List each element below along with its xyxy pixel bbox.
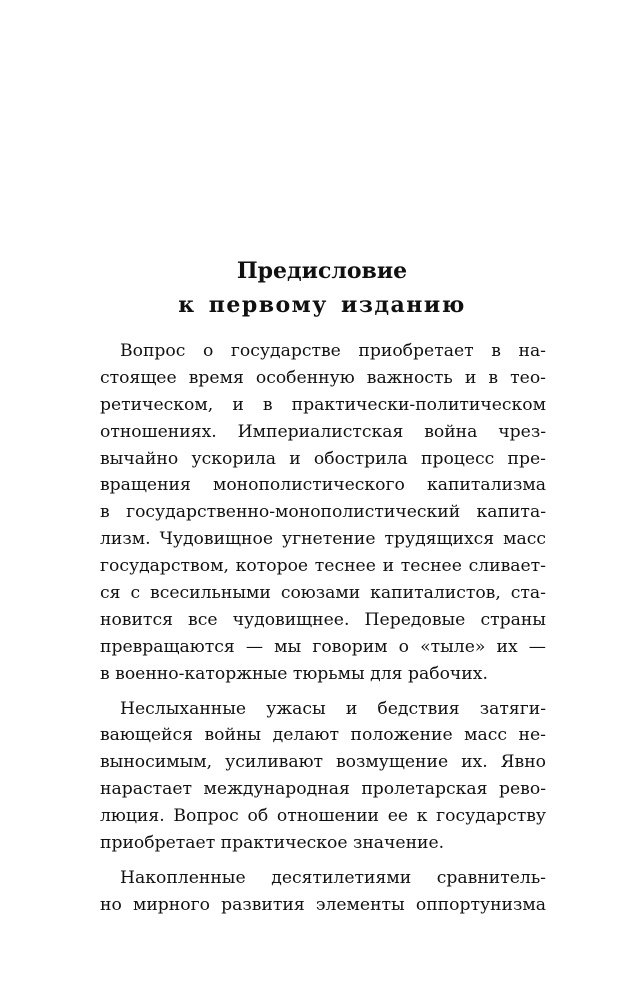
chapter-title: Предисловие: [236, 258, 408, 284]
text-line: вычайно ускорила и обострила процесс пре-: [100, 448, 546, 469]
text-line: стоящее время особенную важность и в тео-: [100, 367, 546, 388]
paragraph: [100, 696, 546, 857]
text-line: ретическом, и в практически-политическом: [100, 394, 546, 415]
text-line: Накопленные десятилетиями сравнитель-: [120, 867, 546, 888]
text-line: в государственно-монополистический капита-: [100, 502, 546, 523]
text-line: выносимым, усиливают возмущение их. Явно: [100, 752, 546, 773]
text-line: отношениях. Империалистская война чрез-: [100, 421, 546, 442]
paragraph: [100, 338, 546, 688]
chapter-subtitle: к первому изданию: [178, 292, 466, 318]
text-line: вращения монополистического капитализма: [100, 475, 546, 496]
text-line: Неслыханные ужасы и бедствия затяги-: [120, 698, 546, 719]
paragraph-gap: [100, 857, 546, 865]
text-line: лизм. Чудовищное угнетение трудящихся масс: [100, 529, 546, 550]
chapter-heading: [0, 254, 644, 322]
paragraph: [100, 865, 546, 919]
text-line: в военно-каторжные тюрьмы для рабочих.: [100, 663, 488, 684]
text-line: Вопрос о государстве приобретает в на-: [120, 341, 546, 361]
text-line: вающейся войны делают положение масс не-: [100, 725, 546, 746]
text-line: превращаются — мы говорим о «тыле» их —: [100, 636, 546, 657]
text-line: люция. Вопрос об отношении ее к государству: [100, 806, 546, 827]
text-line: ся с всесильными союзами капиталистов, ста-: [100, 583, 546, 604]
body-text: [100, 338, 546, 919]
paragraph-gap: [100, 688, 546, 696]
text-line: новится все чудовищнее. Передовые страны: [100, 609, 546, 630]
text-line: государством, которое теснее и теснее сливает-: [100, 556, 546, 577]
text-line: но мирного развития элементы оппортунизма: [100, 894, 546, 915]
text-line: нарастает международная пролетарская рево-: [100, 779, 546, 800]
text-line: приобретает практическое значение.: [100, 833, 445, 854]
